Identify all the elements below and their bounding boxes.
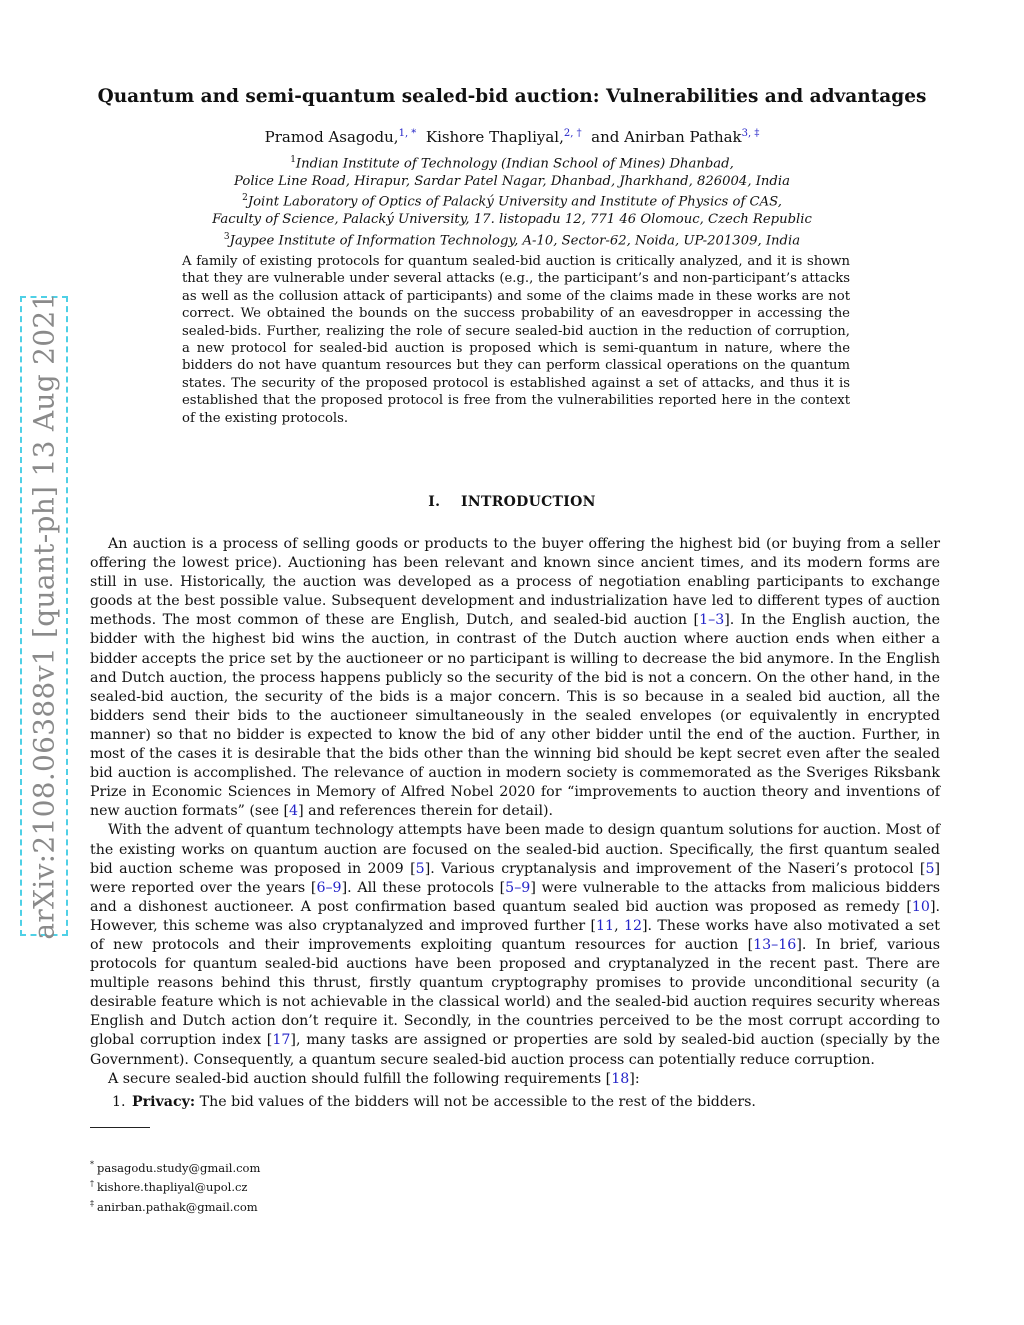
citation-link[interactable]: 13–16 [753, 936, 797, 953]
paragraph-text: ]. In the English auction, the bidder with the highest bid wins the auction, in contrast of the Dutch auction where auction ends when either a bidder accepts the price set by the auctioneer or no participant is willing to decrease the bid anymore. In the English and Dutch auction, the process happens publicly so the security of the bid is not a concern. On the other hand, in the sealed-bid auction, the security of the bids is a major concern. This is so because in a sealed bid auction, all the bidders send their bids to the auctioneer simultaneously in the sealed envelopes (or equivalently in encrypted manner) so that no bidder is expected to know the bid of any other bidder until the end of the auction. Further, in most of the cases it is desirable that the bids other than the winning bid should be kept secret even after the sealed bid auction is accomplished. The relevance of auction in modern society is commemorated as the Sveriges Riksbank Prize in Economic Sciences in Memory of Alfred Nobel 2020 for “improvements to auction theory and inventions of new auction formats” (see [ [90, 612, 941, 820]
affiliation-number: 3 [223, 231, 230, 242]
citation-link[interactable]: 17 [272, 1032, 291, 1049]
footnote [90, 1176, 260, 1195]
footnote [90, 1157, 260, 1176]
section-title: INTRODUCTION [461, 494, 596, 510]
paragraph-text: ]: [629, 1070, 640, 1087]
affiliation-text: Jaypee Institute of Information Technology, A-10, Sector-62, Noida, UP-201309, India [229, 233, 801, 249]
section-heading [0, 494, 1024, 510]
paragraph-text: An auction is a process of selling goods or products to the buyer offering the highest bid (or buying from a seller offering the lowest price). Auctioning has been relevant and known since ancient times, and its modern forms are still in use. Historically, the auction was developed as a process of negotiation enabling participants to exchange goods at the best possible value. Subsequent development and industrialization have led to different types of auction methods. The most common of these are English, Dutch, and sealed-bid auction [ [90, 536, 940, 629]
citation-link[interactable]: 18 [611, 1070, 630, 1087]
footnote-email[interactable]: anirban.pathak@gmail.com [97, 1199, 258, 1214]
paragraph-text: ]. All these protocols [ [341, 879, 506, 896]
citation-link[interactable]: 1–3 [699, 612, 725, 629]
paragraph-text: ]. However, this scheme was also cryptanalyzed and improved further [ [90, 898, 940, 934]
abstract: A family of existing protocols for quantum sealed-bid auction is critically analyzed, and it is shown that they are vulnerable under several attacks (e.g., the participant’s and non-participant’s attacks as well as the collusion attack of participants) and some of the claims made in these works are not correct. We obtained the bounds on the success probability of an eavesdropper in accessing the sealed-bids. Further, realizing the role of secure sealed-bid auction in the reduction of corruption, a new protocol for sealed-bid auction is proposed which is semi-quantum in nature, where the bidders do not have quantum resources but they can perform classical operations on the quantum states. The security of the proposed protocol is established against a set of attacks, and thus it is established that the proposed protocol is free from the vulnerabilities reported here in the context of the existing protocols. [182, 254, 850, 426]
citation-link[interactable]: 6–9 [316, 879, 342, 896]
affiliation-number: 1 [290, 155, 296, 165]
paragraph-text: ] were reported over the years [ [90, 860, 941, 896]
section-number: I. [428, 494, 441, 510]
requirement-label: Privacy: [132, 1093, 196, 1110]
paragraph-text: A secure sealed-bid auction should fulfill the following requirements [ [108, 1070, 612, 1087]
requirement-text: The bid values of the bidders will not be accessible to the rest of the bidders. [199, 1093, 756, 1110]
paragraph [90, 821, 940, 1069]
footnote-mark: ‡ [90, 1198, 94, 1208]
paragraph-text: ]. Various cryptanalysis and improvement of the Naseri’s protocol [ [424, 860, 926, 877]
affiliations [0, 152, 1024, 250]
author-name: Kishore Thapliyal, [425, 128, 564, 146]
author-name: Pramod Asagodu, [264, 128, 399, 146]
footnote [90, 1196, 260, 1215]
citation-link[interactable]: 5–9 [505, 879, 531, 896]
arxiv-sidebar-stamp [20, 292, 68, 940]
author-name: and Anirban Pathak [591, 128, 742, 146]
paragraph-text: ] were vulnerable to the attacks from malicious bidders and a dishonest auctioneer. A post confirmation based quantum sealed bid auction was proposed as remedy [ [90, 879, 940, 915]
paragraph-text: , [614, 917, 624, 934]
author-affiliation-mark[interactable]: 2, † [563, 128, 582, 139]
paragraph-text: With the advent of quantum technology attempts have been made to design quantum solutions for auction. Most of the existing works on quantum auction are focused on the sealed-bid auction. Specifically, the first quantum sealed bid auction scheme was proposed in 2009 [ [90, 822, 940, 877]
footnote-mark: † [90, 1179, 94, 1189]
affiliation-line [0, 229, 1024, 250]
requirements-list [90, 1093, 940, 1112]
citation-link[interactable]: 5 [415, 860, 425, 877]
paragraph [90, 535, 940, 821]
footnote-mark: * [90, 1160, 94, 1169]
paper-title: Quantum and semi-quantum sealed-bid auction: Vulnerabilities and advantages [97, 86, 927, 107]
affiliation-text: Indian Institute of Technology (Indian School of Mines) Dhanbad, [295, 156, 734, 172]
arxiv-identifier: arXiv:2108.06388v1 [quant-ph] 13 Aug 2021 [27, 292, 61, 940]
footnotes [90, 1157, 260, 1215]
affiliation-text: Joint Laboratory of Optics of Palacký University and Institute of Physics of CAS, [247, 194, 782, 210]
paragraph-text: ]. In brief, various protocols for quantum sealed-bid auctions have been proposed and cryptanalyzed in the recent past. There are multiple reasons behind this thrust, firstly quantum cryptography promises to provide unconditional security (a desirable feature which is not achievable in the classical world) and the sealed-bid auction requires security whereas English and Dutch action don’t require it. Secondly, in the countries perceived to be the most corrupt according to global corruption index [ [90, 936, 940, 1049]
affiliation-line: Police Line Road, Hirapur, Sardar Patel Nagar, Dhanbad, Jharkhand, 826004, India [234, 173, 790, 189]
paragraph-text: ]. These works have also motivated a set of new protocols and their improvements exploiting quantum resources for auction [ [90, 917, 940, 953]
paragraph-text: ] and references therein for detail). [298, 803, 554, 820]
author-list [0, 128, 1024, 146]
citation-link[interactable]: 11 [596, 917, 615, 934]
list-item [130, 1093, 940, 1112]
author-affiliation-mark[interactable]: 3, ‡ [741, 128, 760, 139]
affiliation-line: Faculty of Science, Palacký University, 17. listopadu 12, 771 46 Olomouc, Czech Republic [212, 212, 812, 228]
footnote-email[interactable]: pasagodu.study@gmail.com [97, 1160, 261, 1175]
paragraph [90, 1070, 940, 1089]
paragraph-text: ], many tasks are assigned or properties are sold by sealed-bid auction (specially by the Government). Consequently, a quantum secure sealed-bid auction process can potentially reduce corruption. [90, 1032, 940, 1068]
affiliation-line [0, 152, 1024, 173]
citation-link[interactable]: 4 [289, 803, 299, 820]
citation-link[interactable]: 10 [911, 898, 930, 915]
citation-link[interactable]: 5 [925, 860, 935, 877]
affiliation-number: 2 [242, 193, 248, 204]
citation-link[interactable]: 12 [623, 917, 642, 934]
body-text [90, 535, 940, 1112]
affiliation-line [0, 190, 1024, 211]
footnote-email[interactable]: kishore.thapliyal@upol.cz [97, 1180, 248, 1195]
author-affiliation-mark[interactable]: 1, * [398, 128, 417, 139]
footnote-rule [90, 1127, 150, 1128]
